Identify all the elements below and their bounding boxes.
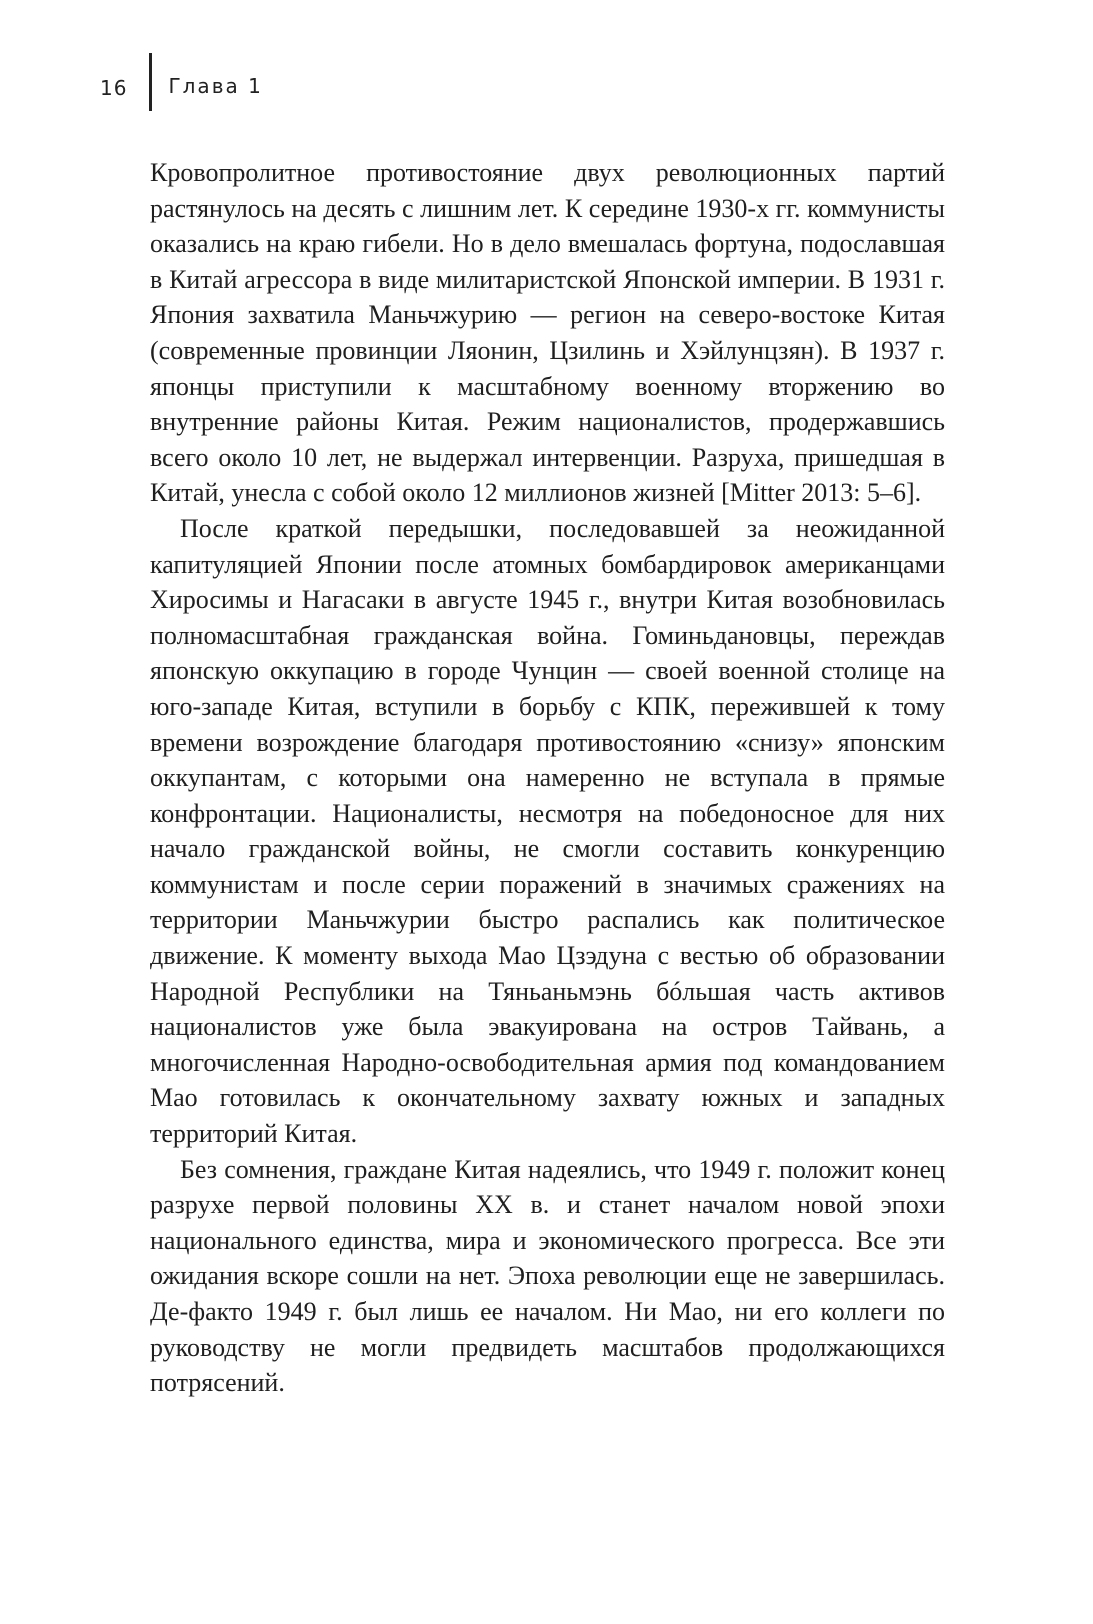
paragraph-2: После краткой передышки, последовавшей за неожиданной капитуляцией Японии после атомных бомбардировок американцами Хиросимы и Нагасаки в августе 1945 г., внутри Китая возобновилась полномасштабная гражданская война. Гоминьдановцы, переждав японскую оккупацию в городе Чунцин — своей военной столице на юго-западе Китая, вступили в борьбу с КПК, пережившей к тому времени возрождение благодаря противостоянию «снизу» японским оккупантам, с которыми она намеренно не вступала в прямые конфронтации. Националисты, несмотря на победоносное для них начало гражданской войны, не смогли составить конкуренцию коммунистам и после серии поражений в значимых сражениях на территории Маньчжурии быстро распались как политическое движение. К моменту выхода Мао Цзэдуна с вестью об образовании Народной Республики на Тяньаньмэнь бóльшая часть активов националистов уже была эвакуирована на остров Тайвань, а многочисленная Народно-освободительная армия под командованием Мао готовилась к окончательному захвату южных и западных территорий Китая. xyxy=(150,513,945,1149)
page-number: 16 xyxy=(100,76,128,100)
chapter-label: Глава 1 xyxy=(168,74,263,98)
paragraph-1: Кровопролитное противостояние двух революционных партий растянулось на десять с лишним лет. К середине 1930-х гг. коммунисты оказались на краю гибели. Но в дело вмешалась фортуна, подославшая в Китай агрессора в виде милитаристской Японской империи. В 1931 г. Япония захватила Маньчжурию — регион на северо-востоке Китая (современные провинции Ляонин, Цзилинь и Хэйлунцзян). В 1937 г. японцы приступили к масштабному военному вторжению во внутренние районы Китая. Режим националистов, продержавшись всего около 10 лет, не выдержал интервенции. Разруха, пришедшая в Китай, унесла с собой около 12 миллионов жизней [Mitter 2013: 5–6]. xyxy=(150,158,945,508)
body-text xyxy=(150,155,945,1401)
running-header xyxy=(100,52,263,112)
header-divider xyxy=(149,53,152,111)
paragraph-3: Без сомнения, граждане Китая надеялись, что 1949 г. положит конец разрухе первой половины XX в. и станет началом новой эпохи национального единства, мира и экономического прогресса. Все эти ожидания вскоре сошли на нет. Эпоха революции еще не завершилась. Де-факто 1949 г. был лишь ее началом. Ни Мао, ни его коллеги по руководству не могли предвидеть масштабов продолжающихся потрясений. xyxy=(150,1154,945,1398)
